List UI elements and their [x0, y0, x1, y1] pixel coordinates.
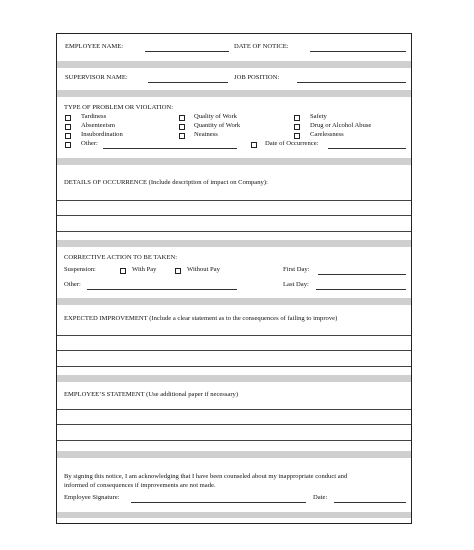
first-day-field[interactable]	[318, 274, 406, 275]
date-of-notice-field[interactable]	[310, 51, 406, 52]
section-divider	[57, 375, 411, 382]
section-divider	[57, 298, 411, 305]
statement-line-3[interactable]	[57, 440, 411, 441]
corrective-heading: CORRECTIVE ACTION TO BE TAKEN:	[64, 254, 178, 261]
safety-checkbox[interactable]	[294, 115, 300, 121]
details-heading: DETAILS OF OCCURRENCE (Include description of impact on Company):	[64, 179, 268, 186]
last-day-field[interactable]	[316, 289, 406, 290]
tardiness-checkbox[interactable]	[65, 115, 71, 121]
other-checkbox[interactable]	[65, 142, 71, 148]
signature-date-field[interactable]	[334, 502, 406, 503]
improvement-line-2[interactable]	[57, 350, 411, 351]
quality-of-work-checkbox[interactable]	[179, 115, 185, 121]
section-divider	[57, 451, 411, 458]
drug-or-alcohol-abuse-checkbox[interactable]	[294, 124, 300, 130]
with-pay-label: With Pay	[132, 266, 157, 273]
employee-signature-field[interactable]	[131, 502, 306, 503]
improvement-line-1[interactable]	[57, 335, 411, 336]
statement-line-1[interactable]	[57, 409, 411, 410]
section-divider	[57, 240, 411, 247]
date-of-occurrence-label: Date of Occurrence:	[265, 140, 319, 147]
insubordination-label: Insubordination	[81, 131, 123, 138]
section-divider	[57, 158, 411, 165]
date-of-notice-label: DATE OF NOTICE:	[234, 43, 289, 50]
improvement-line-3[interactable]	[57, 366, 411, 367]
other-violation-field[interactable]	[103, 148, 237, 149]
carelessness-label: Carelessness	[310, 131, 344, 138]
quantity-of-work-checkbox[interactable]	[179, 124, 185, 130]
suspension-label: Suspension:	[64, 266, 96, 273]
drug-or-alcohol-abuse-label: Drug or Alcohol Abuse	[310, 122, 372, 129]
employee-signature-label: Employee Signature:	[64, 494, 120, 501]
quantity-of-work-label: Quantity of Work	[194, 122, 241, 129]
safety-label: Safety	[310, 113, 327, 120]
statement-heading: EMPLOYEE’S STATEMENT (Use additional paper if necessary)	[64, 391, 239, 398]
statement-line-2[interactable]	[57, 424, 411, 425]
other-label: Other:	[81, 140, 98, 147]
improvement-heading: EXPECTED IMPROVEMENT (Include a clear statement as to the consequences of failing to improve)	[64, 315, 338, 322]
violation-heading: TYPE OF PROBLEM OR VIOLATION:	[64, 104, 174, 111]
carelessness-checkbox[interactable]	[294, 133, 300, 139]
last-day-label: Last Day:	[283, 281, 309, 288]
details-line-2[interactable]	[57, 215, 411, 216]
absenteeism-label: Absenteeism	[81, 122, 116, 129]
section-divider	[57, 61, 411, 68]
job-position-field[interactable]	[297, 82, 406, 83]
absenteeism-checkbox[interactable]	[65, 124, 71, 130]
employee-name-label: EMPLOYEE NAME:	[65, 43, 124, 50]
section-divider	[57, 90, 411, 97]
tardiness-label: Tardiness	[81, 113, 107, 120]
neatness-label: Neatness	[194, 131, 218, 138]
date-of-occurrence-checkbox[interactable]	[251, 142, 257, 148]
without-pay-checkbox[interactable]	[175, 268, 181, 274]
without-pay-label: Without Pay	[187, 266, 220, 273]
supervisor-name-label: SUPERVISOR NAME:	[65, 74, 128, 81]
date-of-occurrence-field[interactable]	[328, 148, 406, 149]
section-divider	[57, 512, 411, 518]
employee-name-field[interactable]	[145, 51, 229, 52]
acknowledgement-line-2: informed of consequences if improvements are not made.	[64, 482, 216, 489]
first-day-label: First Day:	[283, 266, 310, 273]
job-position-label: JOB POSITION:	[234, 74, 280, 81]
quality-of-work-label: Quality of Work	[194, 113, 237, 120]
signature-date-label: Date:	[313, 494, 328, 501]
with-pay-checkbox[interactable]	[120, 268, 126, 274]
supervisor-name-field[interactable]	[148, 82, 228, 83]
neatness-checkbox[interactable]	[179, 133, 185, 139]
details-line-3[interactable]	[57, 231, 411, 232]
corrective-other-field[interactable]	[87, 289, 237, 290]
insubordination-checkbox[interactable]	[65, 133, 71, 139]
corrective-other-label: Other:	[64, 281, 81, 288]
details-line-1[interactable]	[57, 200, 411, 201]
acknowledgement-line-1: By signing this notice, I am acknowledging that I have been counseled about my inappropriate conduct and	[64, 473, 348, 480]
disciplinary-notice-form	[56, 33, 412, 524]
